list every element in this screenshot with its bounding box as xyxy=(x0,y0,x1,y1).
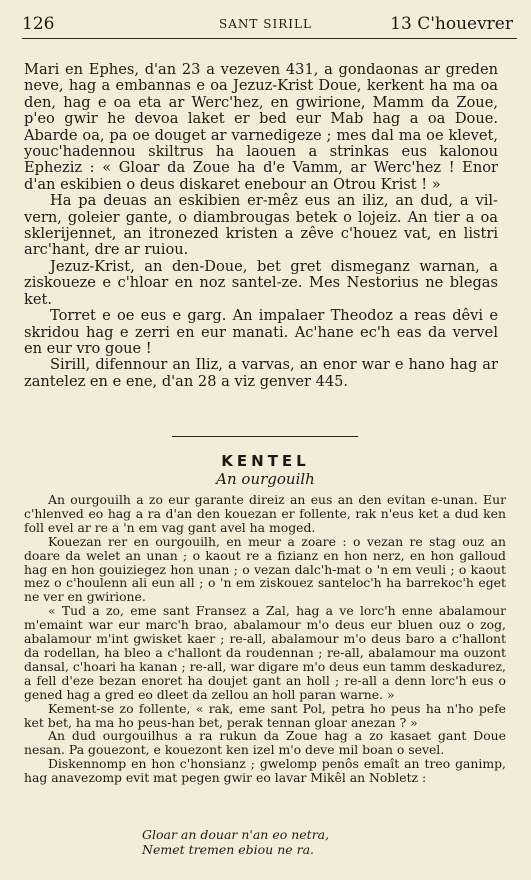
paragraph: Kouezan rer en ourgouilh, en meur a zoare : o vezan re stag ouz an doare da welet an unan ; o kaout re a fizianz en hon nerz, en hon galloud hag en hon gouiziegez hon unan ; o vezan dalc'h-mat o 'n em veuli ; o kaout mez o c'houlenn ali eun all ; o 'n em ziskouez santeloc'h ha barrekoc'h eget ne ver en gwirione. xyxy=(24,533,506,605)
paragraph: Sirill, difennour an Iliz, a varvas, an enor war e hano hag ar zantelez en e ene, d'an 28 a viz genver 445. xyxy=(24,356,498,390)
section-subtitle: An ourgouilh xyxy=(216,470,315,488)
page-number: 126 xyxy=(22,14,55,34)
verse xyxy=(142,827,329,857)
page-header xyxy=(18,14,513,36)
header-rule xyxy=(22,38,517,39)
verse-line: Nemet tremen ebiou ne ra. xyxy=(142,842,315,857)
section-divider xyxy=(172,436,358,437)
section-title: KENTEL xyxy=(221,452,310,470)
paragraph: An dud ourgouilhus a ra rukun da Zoue hag a zo kasaet gant Doue nesan. Pa gouezont, e kouezont ken izel m'o deve mil boan o sevel. xyxy=(24,728,506,758)
header-date: 13 C'houevrer xyxy=(390,14,513,34)
paragraph: Jezuz-Krist, an den-Doue, bet gret dismeganz warnan, a ziskoueze e c'hloar en noz santel-ze. Mes Nestorius ne blegas ket. xyxy=(24,257,498,308)
lesson-text xyxy=(24,493,506,785)
paragraph: An ourgouilh a zo eur garante direiz an eus an den evitan e-unan. Eur c'hlenved eo hag a ra d'an den kouezan er follente, rak n'eus ket a dud ken foll evel ar re a 'n em vag gant avel ha moged. xyxy=(24,492,506,535)
running-title: SANT SIRILL xyxy=(219,17,312,31)
verse-line: Gloar an douar n'an eo netra, xyxy=(142,827,330,842)
paragraph: Kement-se zo follente, « rak, eme sant Pol, petra ho peus ha n'ho pefe ket bet, ha ma ho peus-han bet, perak tennan gloar anezan ? » xyxy=(24,700,506,730)
main-text xyxy=(24,62,498,390)
paragraph: Ha pa deuas an eskibien er-mêz eus an iliz, an dud, a vil-vern, goleier gante, o diambrougas betek o lojeiz. An tier a oa sklerijennet, an itronezed kristen a zêve c'houez vat, en listri arc'hant, dre ar ruiou. xyxy=(24,192,498,259)
paragraph: Diskennomp en hon c'honsianz ; gwelomp penôs emaît an treo ganimp, hag anavezomp evit mat pegen gwir eo lavar Mikêl an Nobletz : xyxy=(24,756,506,786)
paragraph: Torret e oe eus e garg. An impalaer Theodoz a reas dêvi e skridou hag e zerri en eur manati. Ac'hane ec'h eas da vervel en eur vro goue ! xyxy=(24,307,498,357)
paragraph: « Tud a zo, eme sant Fransez a Zal, hag a ve lorc'h enne abalamour m'emaint war eur marc'h brao, abalamour m'o deus eur bluen ouz o zog, abalamour m'int gwisket kaer ; re-all, abalamour m'o deus baro a c'hallont da rodellan, ha bleo a c'hallont da roudennan ; re-all, abalamour ma ouzont dansal, c'hoari ha kanan ; re-all, war digare m'o deus eun tamm deskadurez, a fell d'eze bezan enoret ha doujet gant an holl ; re-all a denn lorc'h eus o gened hag a gred eo dleet da zellou an holl paran warne. » xyxy=(24,603,506,702)
paragraph: Mari en Ephes, d'an 23 a vezeven 431, a gondaonas ar greden neve, hag a embannas e oa Jezuz-Krist Doue, kerkent ha ma oa den, hag e oa eta ar Werc'hez, en gwirione, Mamm da Zoue, p'eo gwir he devoa laket er bed eur Mab hag a oa Doue. Abarde oa, pa oe douget ar varnedigeze ; mes dal ma oe klevet, youc'hadennou skiltrus ha laouen a strinkas eus kalonou Epheziz : « Gloar da Zoue ha d'e Vamm, ar Werc'hez ! Enor d'an eskibien o deus diskaret enebour an Otrou Krist ! » xyxy=(24,61,498,193)
